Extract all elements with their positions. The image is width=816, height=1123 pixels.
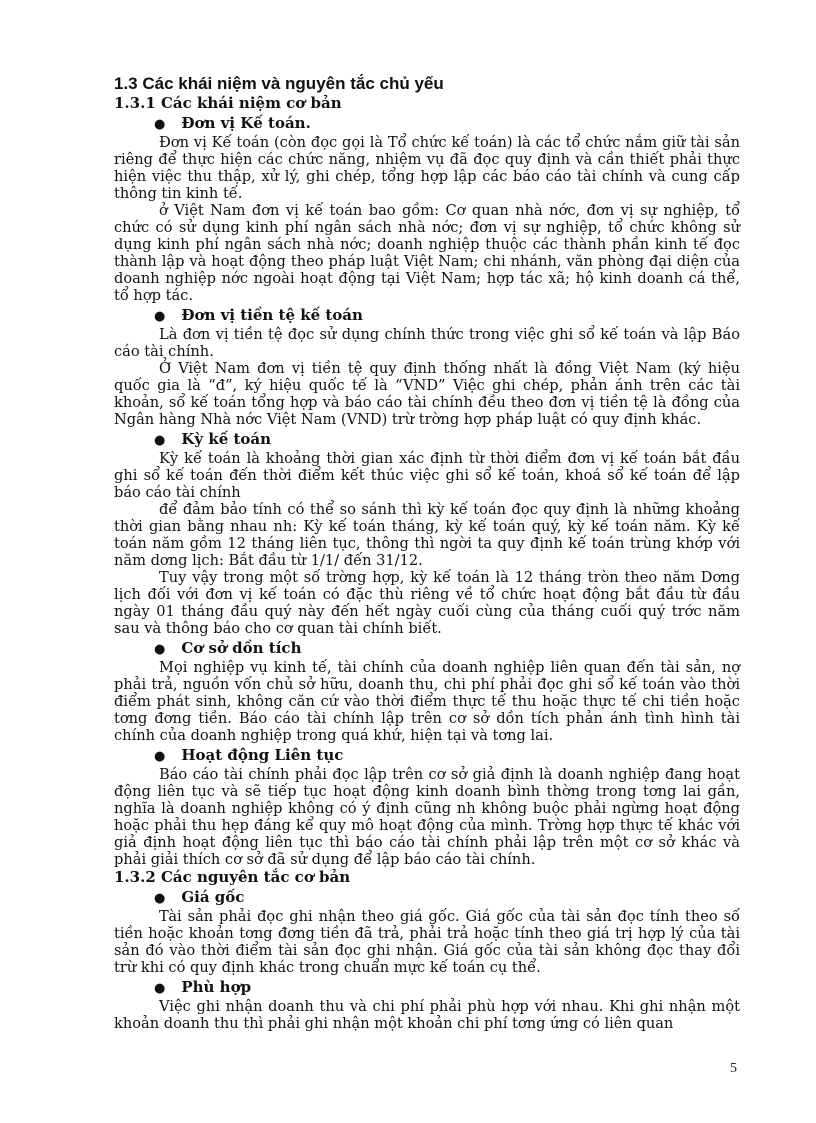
bullet-label: Đơn vị Kế toán. — [181, 114, 311, 132]
document-page — [114, 74, 740, 1032]
paragraph: Là đơn vị tiền tệ đọc sử dụng chính thức trong việc ghi sổ kế toán và lập Báo cáo tài chính. — [114, 326, 740, 360]
paragraph: Ở Việt Nam đơn vị tiền tệ quy định thống nhất là đồng Việt Nam (ký hiệu quốc gia là “đ”, ký hiệu quốc tế là “VND” Việc ghi chép, phản ánh trên các tài khoản, sổ kế toán tổng hợp và báo cáo tài chính đều theo đơn vị tiền tệ là đồng của Ngân hàng Nhà nớc Việt Nam (VND) trừ trờng hợp pháp luật có quy định khác. — [114, 360, 740, 428]
paragraph: ở Việt Nam đơn vị kế toán bao gồm: Cơ quan nhà nớc, đơn vị sự nghiệp, tổ chức có sử dụng kinh phí ngân sách nhà nớc; đơn vị sự nghiệp, tổ chức không sử dụng kinh phí ngân sách nhà nớc; doanh nghiệp thuộc các thành phần kinh tế đọc thành lập và hoạt động theo pháp luật Việt Nam; chi nhánh, văn phòng đại diện của doanh nghiệp nớc ngoài hoạt động tại Việt Nam; hợp tác xã; hộ kinh doanh cá thể, tổ hợp tác. — [114, 202, 740, 304]
section-title: 1.3 Các khái niệm và nguyên tắc chủ yếu — [114, 74, 444, 93]
paragraph: Việc ghi nhận doanh thu và chi phí phải phù hợp với nhau. Khi ghi nhận một khoản doanh thu thì phải ghi nhận một khoản chi phí tơng ứng có liên quan — [114, 998, 740, 1032]
paragraph: để đảm bảo tính có thể so sánh thì kỳ kế toán đọc quy định là những khoảng thời gian bằng nhau nh: Kỳ kế toán tháng, kỳ kế toán quý, kỳ kế toán năm. Kỳ kế toán năm gồm 12 tháng liên tục, thông thì ngời ta quy định kế toán trùng khớp với năm dơng lịch: Bắt đầu từ 1/1/ đến 31/12. — [114, 501, 740, 569]
bullet-heading — [114, 746, 740, 766]
paragraph: Báo cáo tài chính phải đọc lập trên cơ sở giả định là doanh nghiệp đang hoạt động liên tục và sẽ tiếp tục hoạt động kinh doanh bình thờng trong tơng lai gần, nghĩa là doanh nghiệp không có ý định cũng nh không buộc phải ngừng hoạt động hoặc phải thu hẹp đáng kể quy mô hoạt động của mình. Trờng hợp thực tế khác với giả định hoạt động liên tục thì báo cáo tài chính phải lập trên một cơ sở khác và phải giải thích cơ sở đã sử dụng để lập báo cáo tài chính. — [114, 766, 740, 868]
bullet-heading — [114, 306, 740, 326]
bullet-label: Kỳ kế toán — [181, 430, 272, 448]
subsection-heading: 1.3.2 Các nguyên tắc cơ bản — [114, 868, 351, 886]
bullet-icon: ● — [154, 309, 166, 324]
bullet-icon: ● — [154, 117, 166, 132]
paragraph: Mọi nghiệp vụ kinh tế, tài chính của doanh nghiệp liên quan đến tài sản, nợ phải trả, nguồn vốn chủ sở hữu, doanh thu, chi phí phải đọc ghi sổ kế toán vào thời điểm phát sinh, không căn cứ vào thời điểm thực tế thu hoặc thực tế chi tiền hoặc tơng đơng tiền. Báo cáo tài chính lập trên cơ sở dồn tích phản ánh tình hình tài chính của doanh nghiệp trong quá khứ, hiện tại và tơng lai. — [114, 659, 740, 744]
bullet-label: Giá gốc — [181, 888, 245, 906]
bullet-icon: ● — [154, 749, 166, 764]
paragraph: Tuy vậy trong một số trờng hợp, kỳ kế toán là 12 tháng tròn theo năm Dơng lịch đối với đơn vị kế toán có đặc thù riêng về tổ chức hoạt động bắt đầu từ đầu ngày 01 tháng đầu quý này đến hết ngày cuối cùng của tháng cuối quý trớc năm sau và thông báo cho cơ quan tài chính biết. — [114, 569, 740, 637]
bullet-icon: ● — [154, 433, 166, 448]
bullet-icon: ● — [154, 642, 166, 657]
bullet-heading — [114, 888, 740, 908]
bullet-label: Hoạt động Liên tục — [181, 746, 344, 764]
bullet-label: Đơn vị tiền tệ kế toán — [181, 306, 363, 324]
bullet-heading — [114, 114, 740, 134]
bullet-heading — [114, 430, 740, 450]
bullet-label: Cơ sở dồn tích — [181, 639, 302, 657]
subsection-heading: 1.3.1 Các khái niệm cơ bản — [114, 94, 342, 112]
paragraph: Kỳ kế toán là khoảng thời gian xác định từ thời điểm đơn vị kế toán bắt đầu ghi sổ kế toán đến thời điểm kết thúc việc ghi sổ kế toán, khoá sổ kế toán để lập báo cáo tài chính — [114, 450, 740, 501]
paragraph: Tài sản phải đọc ghi nhận theo giá gốc. Giá gốc của tài sản đọc tính theo số tiền hoặc khoản tơng đơng tiền đã trả, phải trả hoặc tính theo giá trị hợp lý của tài sản đó vào thời điểm tài sản đọc ghi nhận. Giá gốc của tài sản không đọc thay đổi trừ khi có quy định khác trong chuẩn mực kế toán cụ thể. — [114, 908, 740, 976]
bullet-heading — [114, 978, 740, 998]
bullet-label: Phù hợp — [181, 978, 252, 996]
bullet-icon: ● — [154, 891, 166, 906]
paragraph: Đơn vị Kế toán (còn đọc gọi là Tổ chức kế toán) là các tổ chức nắm giữ tài sản riêng để thực hiện các chức năng, nhiệm vụ đã đọc quy định và cần thiết phải thực hiện việc thu thập, xử lý, ghi chép, tổng hợp lập các báo cáo tài chính và cung cấp thông tin kinh tế. — [114, 134, 740, 202]
page-number: 5 — [730, 1061, 737, 1076]
bullet-heading — [114, 639, 740, 659]
bullet-icon: ● — [154, 981, 166, 996]
